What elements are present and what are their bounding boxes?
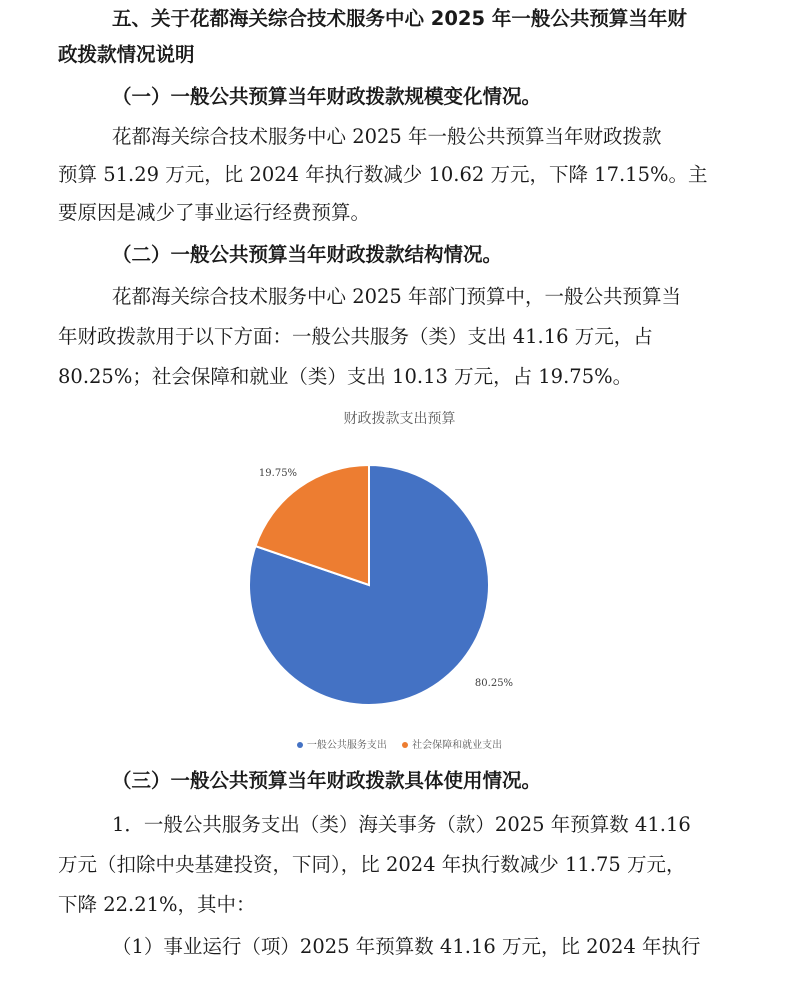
- sub2-heading: （二）一般公共预算当年财政拨款结构情况。: [112, 243, 503, 266]
- legend-item-2: [402, 740, 502, 751]
- sub1-paragraph-line: 预算 51.29 万元，比 2024 年执行数减少 10.62 万元，下降 17.15%。主: [58, 163, 708, 186]
- section-title-line1: 五、关于花都海关综合技术服务中心 2025 年一般公共预算当年财: [112, 7, 687, 30]
- pie-data-label-1: 80.25%: [474, 678, 514, 689]
- sub3-paragraph-line: （1）事业运行（项）2025 年预算数 41.16 万元，比 2024 年执行: [112, 935, 701, 958]
- legend-label-2: 社会保障和就业支出: [412, 740, 503, 751]
- sub1-paragraph-line: 要原因是减少了事业运行经费预算。: [58, 201, 371, 224]
- sub2-paragraph-line: 年财政拨款用于以下方面：一般公共服务（类）支出 41.16 万元，占: [58, 325, 653, 348]
- sub2-paragraph-line: 花都海关综合技术服务中心 2025 年部门预算中，一般公共预算当: [112, 285, 682, 308]
- sub1-heading: （一）一般公共预算当年财政拨款规模变化情况。: [112, 85, 542, 108]
- sub1-paragraph-line: 花都海关综合技术服务中心 2025 年一般公共预算当年财政拨款: [112, 125, 662, 148]
- chart-legend: [0, 736, 799, 751]
- sub3-paragraph-line: 下降 22.21%，其中：: [58, 893, 256, 916]
- sub3-paragraph-line: 1．一般公共服务支出（类）海关事务（款）2025 年预算数 41.16: [112, 813, 691, 836]
- sub3-paragraph-line: 万元（扣除中央基建投资，下同），比 2024 年执行数减少 11.75 万元，: [58, 853, 686, 876]
- legend-item-1: [297, 740, 387, 751]
- pie-chart: [0, 430, 799, 760]
- pie-data-label-2: 19.75%: [258, 468, 298, 479]
- sub2-paragraph-line: 80.25%；社会保障和就业（类）支出 10.13 万元，占 19.75%。: [58, 365, 633, 388]
- sub3-heading: （三）一般公共预算当年财政拨款具体使用情况。: [112, 769, 542, 792]
- legend-swatch-2: [402, 742, 408, 748]
- section-title-line2: 政拨款情况说明: [58, 43, 195, 66]
- legend-label-1: 一般公共服务支出: [306, 740, 387, 751]
- chart-title: 财政拨款支出预算: [343, 411, 456, 427]
- legend-swatch-1: [297, 742, 303, 748]
